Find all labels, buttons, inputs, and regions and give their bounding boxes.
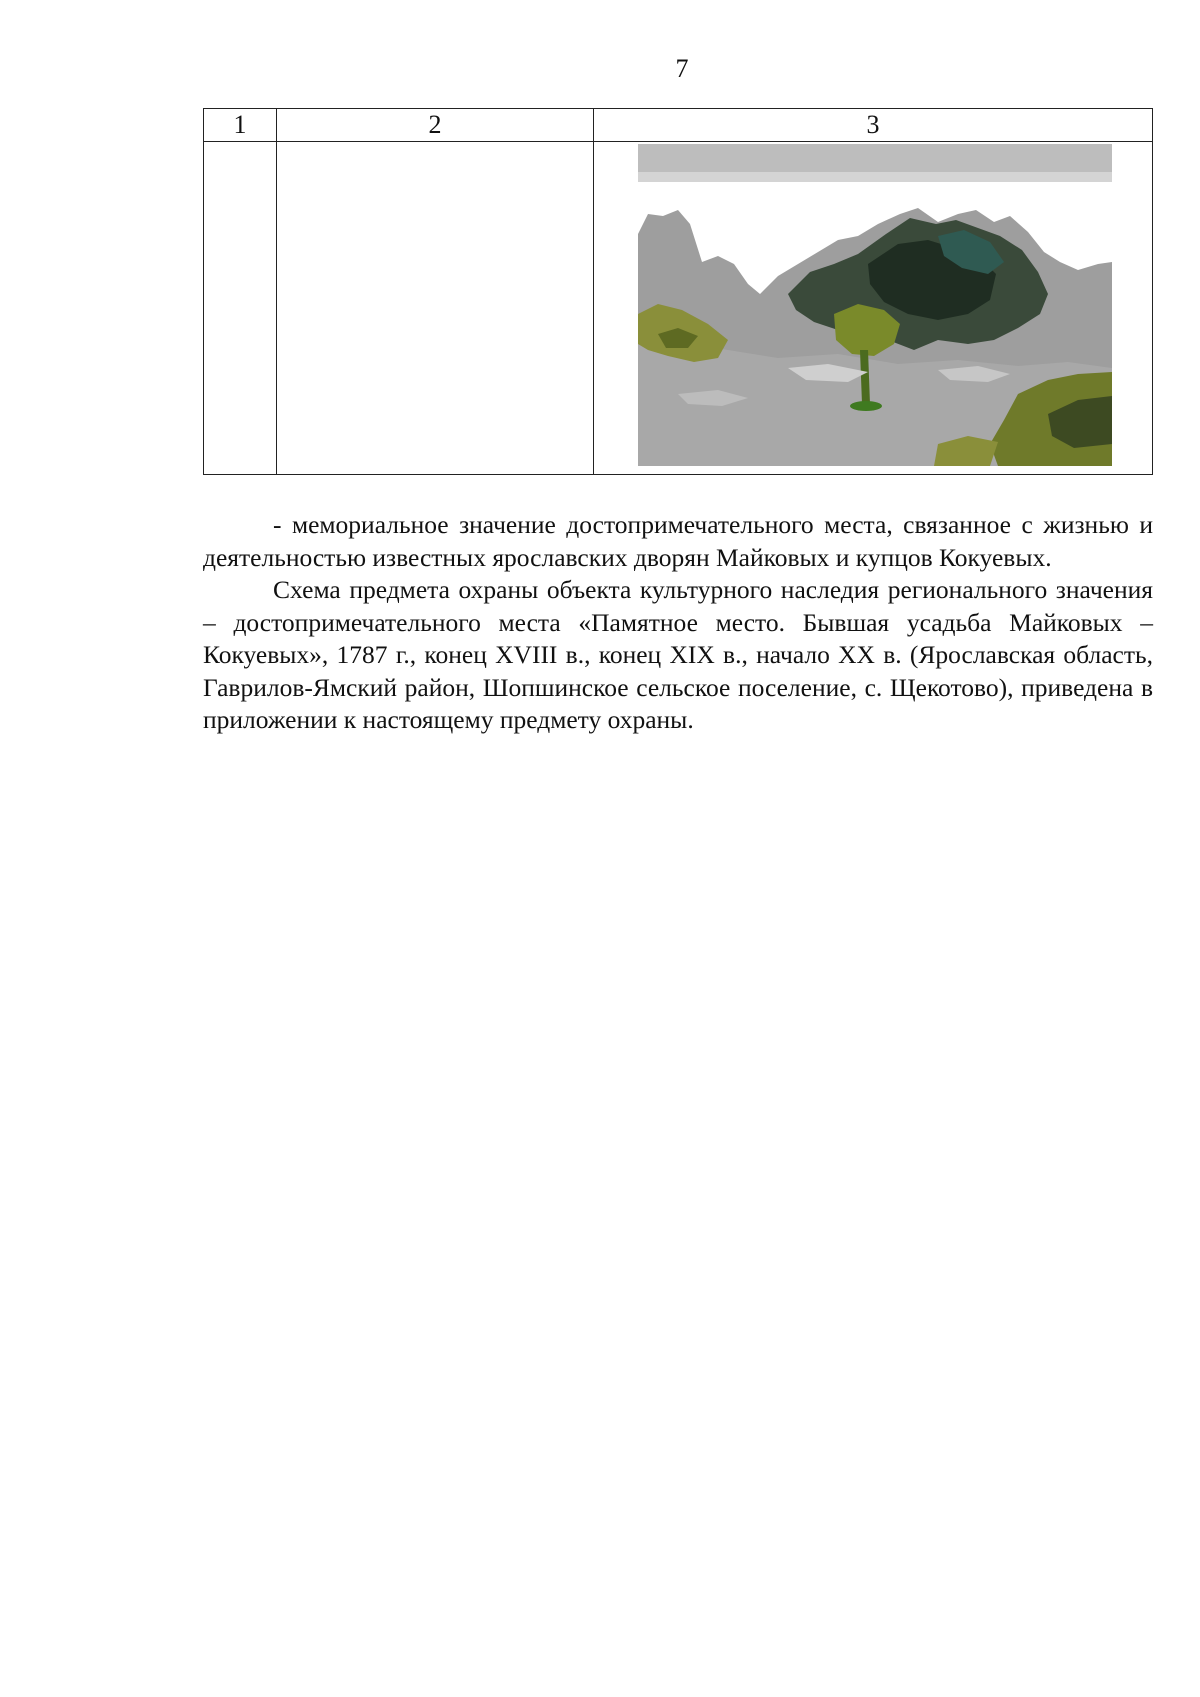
- page-number: 7: [675, 54, 689, 83]
- table-row: [204, 142, 1153, 475]
- paragraph-memorial-significance: - мемориальное значение достопримечательного места, связанное с жизнью и деятельностью известных ярославских дворян Майковых и купцов Кокуевых.: [203, 510, 1153, 572]
- table-cell-photo: [594, 142, 1153, 475]
- document-table: [203, 108, 1153, 475]
- table-header-cell-2: 2: [277, 109, 594, 142]
- body-text: [203, 509, 1153, 737]
- table-header-row: [204, 109, 1153, 142]
- paragraph-protection-scheme: Схема предмета охраны объекта культурного наследия регионального значения – достопримечательного места «Памятное место. Бывшая усадьба Майковых – Кокуевых», 1787 г., конец XVIII в., конец XIX в., начало XX в. (Ярославская область, Гаврилов-Ямский район, Шопшинское сельское поселение, с. Щекотово), приведена в приложении к настоящему предмету охраны.: [203, 575, 1153, 734]
- table-header-cell-1: 1: [204, 109, 277, 142]
- table-cell-number: [204, 142, 277, 475]
- table-header-cell-3: 3: [594, 109, 1153, 142]
- landscape-photo: [638, 144, 1112, 466]
- table-cell-description: [277, 142, 594, 475]
